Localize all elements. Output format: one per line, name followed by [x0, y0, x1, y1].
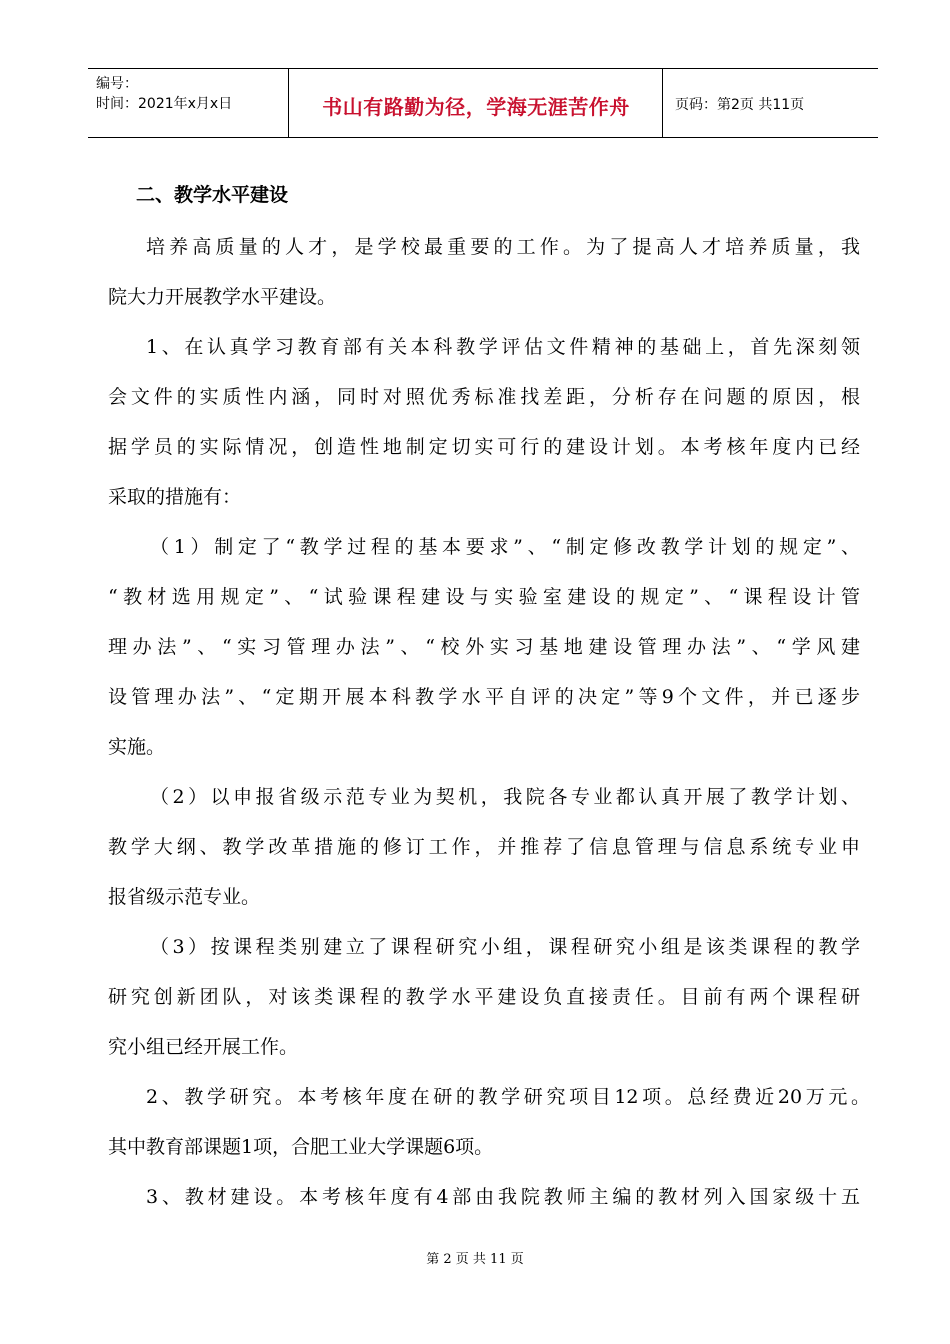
header-page-info: 页码：第2页 共11页	[675, 97, 805, 113]
body-line: （2）以申报省级示范专业为契机，我院各专业都认真开展了教学计划、	[150, 786, 860, 808]
body-line: 3、教材建设。本考核年度有4部由我院教师主编的教材列入国家级十五	[146, 1186, 860, 1208]
body-line: 究小组已经开展工作。	[108, 1036, 299, 1058]
body-line: 2、教学研究。本考核年度在研的教学研究项目12项。总经费近20万元。	[146, 1086, 870, 1108]
body-line: 会文件的实质性内涵，同时对照优秀标准找差距，分析存在问题的原因，根	[108, 386, 860, 408]
body-line: 其中教育部课题1项，合肥工业大学课题6项。	[108, 1136, 494, 1158]
header-page-cell	[662, 69, 879, 137]
body-line: 教学大纲、教学改革措施的修订工作，并推荐了信息管理与信息系统专业申	[108, 836, 860, 858]
header-motto: 书山有路勤为径，学海无涯苦作舟	[322, 95, 630, 119]
body-line: 培养高质量的人才，是学校最重要的工作。为了提高人才培养质量，我	[146, 236, 860, 258]
document-number-label: 编号：	[96, 76, 138, 92]
body-line: 采取的措施有：	[108, 486, 242, 508]
document-time-label: 时间：2021年x月x日	[96, 96, 233, 112]
document-header	[88, 68, 878, 138]
body-line: 实施。	[108, 736, 166, 758]
section-heading: 二、教学水平建设	[136, 184, 289, 206]
header-motto-cell	[288, 69, 663, 137]
body-line: （1）制定了“教学过程的基本要求”、“制定修改教学计划的规定”、	[150, 536, 860, 558]
body-line: “教材选用规定”、“试验课程建设与实验室建设的规定”、“课程设计管	[108, 586, 860, 608]
header-meta-cell	[88, 69, 288, 137]
body-line: 设管理办法”、“定期开展本科教学水平自评的决定”等9个文件，并已逐步	[108, 686, 860, 708]
body-line: 理办法”、“实习管理办法”、“校外实习基地建设管理办法”、“学风建	[108, 636, 860, 658]
body-line: 研究创新团队，对该类课程的教学水平建设负直接责任。目前有两个课程研	[108, 986, 860, 1008]
body-line: （3）按课程类别建立了课程研究小组，课程研究小组是该类课程的教学	[150, 936, 860, 958]
body-line: 院大力开展教学水平建设。	[108, 286, 337, 308]
body-line: 报省级示范专业。	[108, 886, 261, 908]
body-line: 1、在认真学习教育部有关本科教学评估文件精神的基础上，首先深刻领	[146, 336, 860, 358]
body-line: 据学员的实际情况，创造性地制定切实可行的建设计划。本考核年度内已经	[108, 436, 860, 458]
page-footer: 第 2 页 共 11 页	[426, 1252, 524, 1267]
